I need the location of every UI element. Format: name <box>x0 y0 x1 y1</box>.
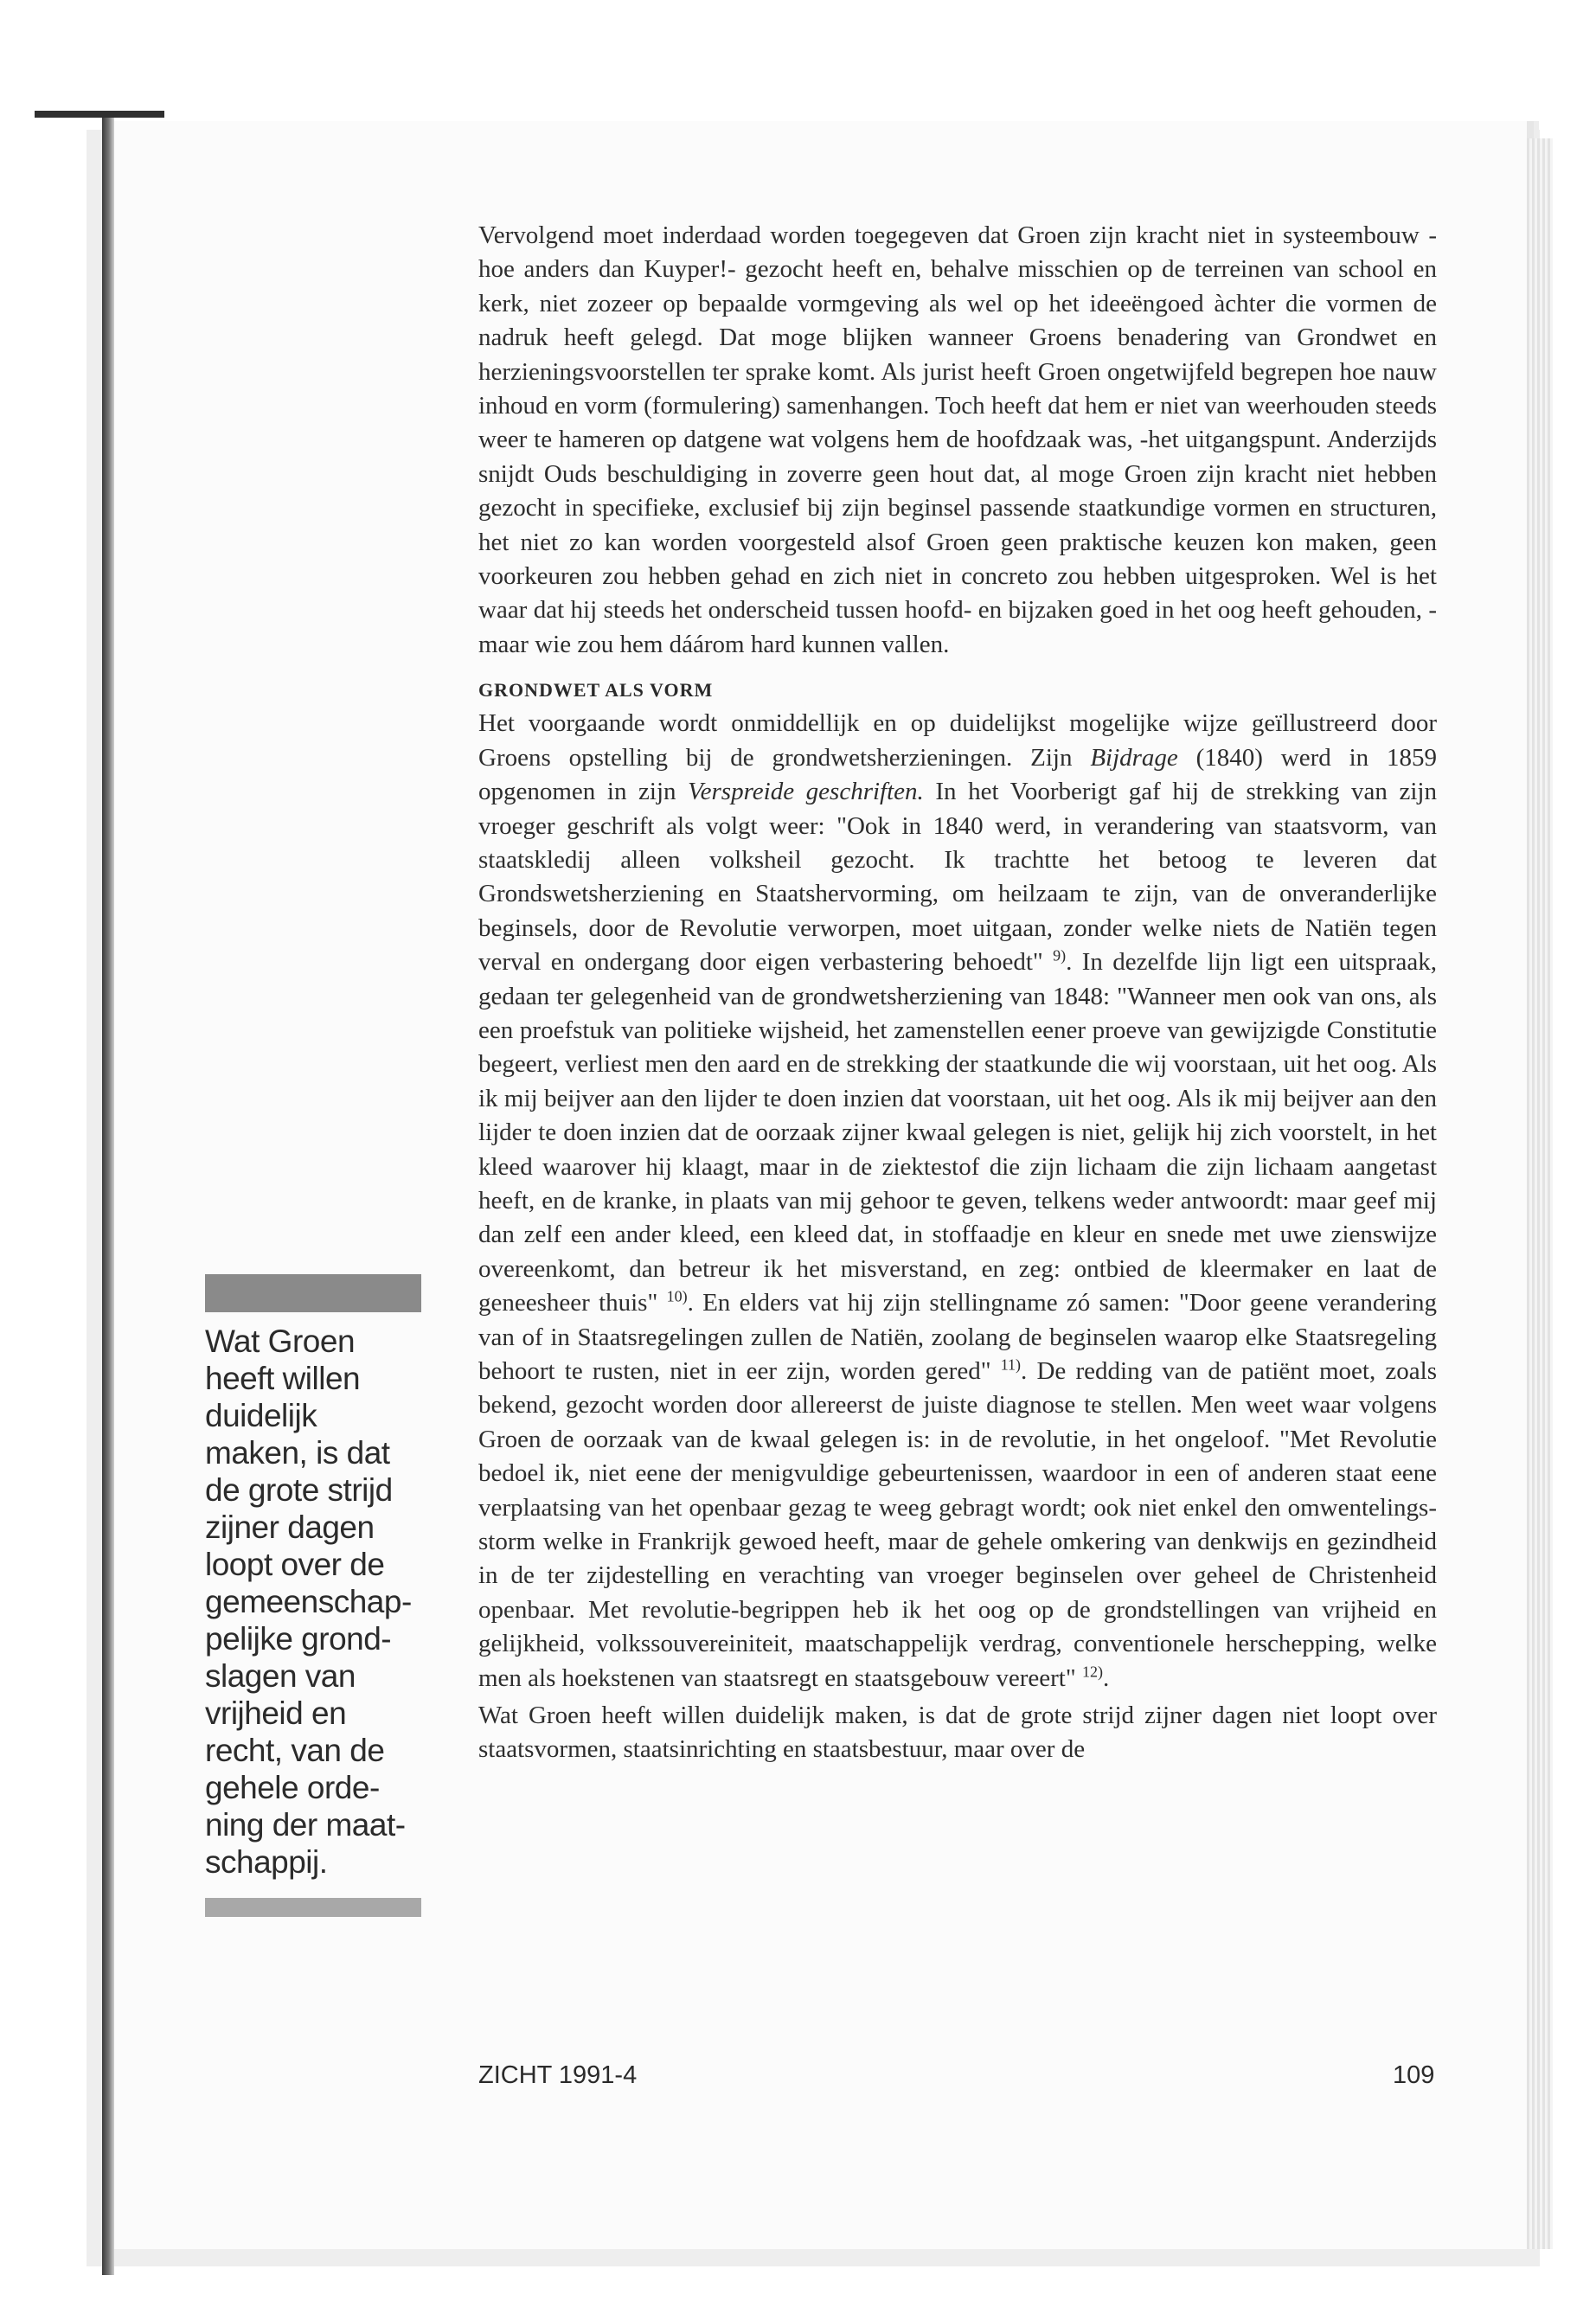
book-spine <box>102 112 114 2275</box>
pull-quote-line: vrijheid en <box>205 1695 347 1731</box>
pull-quote-line: gehele orde- <box>205 1770 380 1805</box>
paragraph-3: Wat Groen heeft willen duidelijk maken, is dat de grote strijd zijner dagen niet loopt over staatsvormen, staatsinrichting en staatsbestuur, maar over de <box>478 1702 1437 1764</box>
pull-quote-line: pelijke grond- <box>205 1621 392 1657</box>
pull-quote-line: loopt over de <box>205 1547 385 1582</box>
page-number: 109 <box>1393 2061 1435 2089</box>
pull-quote-line: Wat Groen <box>205 1324 356 1359</box>
footnote-11: 11) <box>1000 1356 1022 1374</box>
journal-issue: ZICHT 1991-4 <box>478 2061 638 2089</box>
footnote-10: 10) <box>666 1287 688 1305</box>
p2-text-b: (1840) werd in 1859 opgenomen in zijn <box>478 743 1438 806</box>
spine-top-band <box>35 111 164 118</box>
p2-text-f: . De redding van de patiënt moet, zoals bekend, gezocht worden door allereerst de juiste diagnose te stellen. Men weet waar volgens Groen de oorzaak van de kwaal gelegen is: in de revolutie, in het ongeloof. "Met Revolutie bedoel ik, niet eene der menigvuldige gebeurtenissen, waardoor in een of anderen staat eene verplaatsing van het openbaar gezag te weeg gebragt wordt; ook niet enkel den omwentelingsstorm welke in Frankrijk gewoed heeft, maar de gehele omkering van denkwijs en gezindheid in de ter zijdestelling en verachting van vroeger beginselen over geheel de Christenheid openbaar. Met revolutie-begrippen heb ik het oog op de grondstellingen van vrijheid en gelijkheid, volkssouvereiniteit, maatschappelijk verdrag, conventionele herschepping, welke men als hoekstenen van staatsregt en staatsgebouw vereert" <box>478 1357 1437 1692</box>
page-edges <box>1527 138 1553 2249</box>
pull-quote-line: schappij. <box>205 1844 328 1880</box>
footnote-9: 9) <box>1053 946 1067 965</box>
p2-text-a: Het voorgaande wordt onmiddellijk en op duidelijkst mogelijke wijze geïllustreerd door Groens opstelling bij de grondwetsherzieningen. Zijn <box>478 709 1437 772</box>
pull-quote-line: maken, is dat <box>205 1435 390 1471</box>
p2-text-d: . In dezelfde lijn ligt een uitspraak, gedaan ter gelegenheid van de grondwetsherziening van 1848: "Wanneer men ook van ons, als een proefstuk van politieke wijsheid, het zamenstellen eener proeve van gewijzigde Constitutie begeert, verliest men den aard en de strekking der staatkunde die wij voorstaan, uit het oog. Als ik mij beijver aan den lijder te doen inzien dat voorstaan, uit het oog. Als ik mij beijver aan den lijder te doen inzien dat de oorzaak zijner kwaal gelegen is niet, gelijk hij zich voorstelt, in het kleed waarover hij klaagt, maar in de ziektestof die zijn lichaam die zijn lichaam aangetast heeft, en de kranke, in plaats van mij gehoor te geven, telkens weder antwoordt: maar geef mij dan zelf een ander kleed, een kleed dat, in stoffaadje en kleur en snede met uwe zienswijze overeenkomt, dan betreur ik het misverstand, en zeg: ontbied de kleermaker en laat de geneesheer thuis" <box>478 948 1437 1317</box>
section-heading: GRONDWET ALS VORM <box>478 679 714 702</box>
title-bijdrage: Bijdrage <box>1090 743 1178 772</box>
pull-quote <box>205 1274 421 1917</box>
pull-quote-line: gemeenschap- <box>205 1584 412 1619</box>
pull-quote-line: slagen van <box>205 1658 356 1694</box>
pull-quote-line: de grote strijd <box>205 1472 393 1508</box>
paragraph-1: Vervolgend moet inderdaad worden toegegeven dat Groen zijn kracht niet in systeembouw -hoe anders dan Kuyper!- gezocht heeft en, behalve misschien op de terreinen van school en kerk, niet zozeer op bepaalde vormgeving als wel op het ideeëngoed àchter die vormen de nadruk heeft gelegd. Dat moge blijken wanneer Groens benadering van Grondwet en herzieningsvoorstellen ter sprake komt. Als jurist heeft Groen ongetwijfeld begrepen hoe nauw inhoud en vorm (formulering) samenhangen. Toch heeft dat hem er niet van weerhouden steeds weer te hameren op datgene wat volgens hem de hoofdzaak was, -het uitgangspunt. Anderzijds snijdt Ouds beschuldiging in zoverre geen hout dat, al moge Groen zijn kracht niet hebben gezocht in specifieke, exclusief bij zijn beginsel passende staatkundige vormen en structuren, het niet zo kan worden voorgesteld alsof Groen geen praktische keuzen kon maken, geen voorkeuren zou hebben gehad en zich niet in concreto zou hebben uitgesproken. Wel is het waar dat hij steeds het onderscheid tussen hoofd- en bijzaken goed in het oog heeft gehouden, -maar wie zou hem dáárom hard kunnen vallen. <box>478 221 1437 658</box>
title-verspreide-geschriften: Verspreide geschriften. <box>688 778 924 806</box>
paragraph-2 <box>478 707 1437 1695</box>
p2-text-e: . En elders vat hij zijn stellingname zó samen: "Door geene verandering van of in Staatsregelingen zullen de Natiën, zoolang de beginselen waarop elke Staatsregeling behoort te rusten, niet in eer zijn, worden gered" <box>478 1289 1437 1385</box>
p2-text-c: In het Voorberigt gaf hij de strekking van zijn vroeger geschrift als volgt weer: "Ook in 1840 werd, in verandering van staatsvorm, van staatskledij alleen volksheil gezocht. Ik trachtte het betoog te leveren dat Grondswetsherziening en Staatshervorming, om heilzaam te zijn, van de onveranderlijke beginsels, door de Revolutie verworpen, moet uitgaan, zonder welke niets de Natiën tegen verval en ondergang door eigen verbastering behoedt" <box>478 778 1437 977</box>
pull-quote-text <box>205 1323 421 1881</box>
text-column <box>478 219 1437 1767</box>
pull-quote-line: ning der maat- <box>205 1807 406 1843</box>
pull-quote-line: heeft willen <box>205 1361 361 1396</box>
pull-quote-top-bar <box>205 1274 421 1312</box>
p2-text-g: . <box>1102 1663 1110 1692</box>
footnote-12: 12) <box>1081 1663 1103 1680</box>
pull-quote-line: duidelijk <box>205 1398 317 1433</box>
pull-quote-line: zijner dagen <box>205 1509 375 1545</box>
pull-quote-bottom-bar <box>205 1898 421 1917</box>
pull-quote-line: recht, van de <box>205 1733 385 1768</box>
